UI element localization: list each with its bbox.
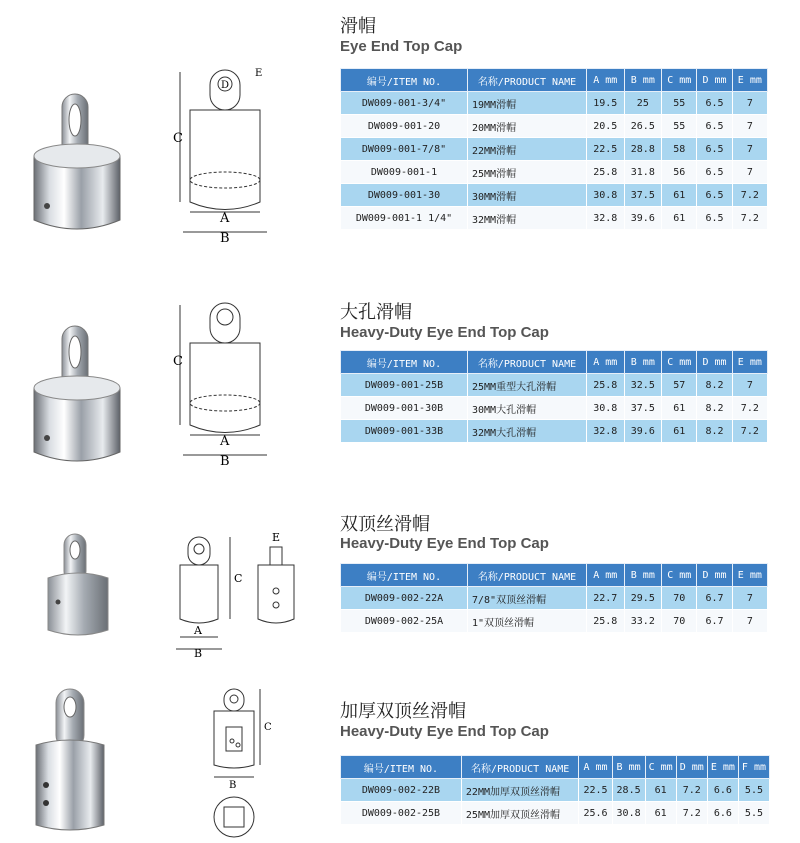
cell-a: 32.8 (587, 207, 625, 230)
cell-e: 7 (732, 161, 767, 184)
cell-e: 7 (732, 587, 767, 610)
cell-e: 7.2 (732, 184, 767, 207)
cell-name: 32MM大孔滑帽 (468, 420, 587, 443)
cell-c: 57 (662, 374, 697, 397)
table-row (341, 374, 768, 397)
cell-d: 8.2 (697, 397, 732, 420)
section-title-en: Heavy-Duty Eye End Top Cap (340, 324, 549, 341)
col-item: 编号/ITEM NO. (341, 564, 468, 587)
cell-d: 6.7 (697, 610, 732, 633)
cell-c: 61 (662, 397, 697, 420)
cell-c: 55 (662, 92, 697, 115)
cell-c: 58 (662, 138, 697, 161)
col-d: D mm (697, 69, 732, 92)
cell-name: 22MM加厚双顶丝滑帽 (461, 779, 579, 802)
cell-b: 31.8 (624, 161, 662, 184)
cell-d: 6.5 (697, 161, 732, 184)
table-header-row (341, 564, 768, 587)
cell-c: 61 (662, 184, 697, 207)
technical-drawing (165, 62, 285, 247)
col-a: A mm (587, 351, 625, 374)
cell-a: 25.8 (587, 610, 625, 633)
section-heavy-duty-eye-end-top-cap (0, 290, 800, 480)
col-d: D mm (676, 756, 707, 779)
cell-d: 8.2 (697, 420, 732, 443)
cell-e: 7.2 (732, 207, 767, 230)
col-e: E mm (732, 351, 767, 374)
table-row (341, 161, 768, 184)
cell-c: 70 (662, 610, 697, 633)
cell-a: 22.5 (579, 779, 612, 802)
table-row (341, 92, 768, 115)
cell-b: 28.5 (612, 779, 645, 802)
cell-a: 25.6 (579, 802, 612, 825)
dim-label-a: A (194, 624, 202, 637)
cell-e: 6.6 (707, 779, 738, 802)
col-b: B mm (624, 564, 662, 587)
cell-d: 8.2 (697, 374, 732, 397)
dim-label-c: C (264, 722, 272, 733)
cell-e: 7 (732, 374, 767, 397)
col-a: A mm (587, 564, 625, 587)
cell-b: 37.5 (624, 184, 662, 207)
cell-d: 6.5 (697, 92, 732, 115)
cell-name: 30MM滑帽 (468, 184, 587, 207)
col-a: A mm (587, 69, 625, 92)
dim-label-d: D (221, 80, 230, 91)
dim-label-b: B (220, 231, 230, 246)
section-title-cn: 双顶丝滑帽 (340, 514, 430, 535)
cell-a: 25.8 (587, 374, 625, 397)
dim-label-c: C (173, 131, 183, 146)
cell-c: 61 (662, 207, 697, 230)
cell-b: 28.8 (624, 138, 662, 161)
cell-d: 7.2 (676, 779, 707, 802)
cell-a: 20.5 (587, 115, 625, 138)
cell-a: 30.8 (587, 184, 625, 207)
col-name: 名称/PRODUCT NAME (468, 351, 587, 374)
cell-name: 30MM大孔滑帽 (468, 397, 587, 420)
section-thick-double-screw-top-cap (0, 685, 800, 843)
cell-e: 6.6 (707, 802, 738, 825)
cell-item: DW009-001-30B (341, 397, 468, 420)
dim-label-e: E (272, 531, 281, 544)
cell-e: 7.2 (732, 397, 767, 420)
cell-d: 6.5 (697, 184, 732, 207)
col-name: 名称/PRODUCT NAME (468, 564, 587, 587)
cell-c: 61 (645, 779, 676, 802)
table-header-row (341, 69, 768, 92)
col-a: A mm (579, 756, 612, 779)
dim-label-e: E (255, 68, 263, 79)
cell-name: 25MM重型大孔滑帽 (468, 374, 587, 397)
cell-item: DW009-001-1 (341, 161, 468, 184)
cell-name: 22MM滑帽 (468, 138, 587, 161)
cell-item: DW009-001-7/8" (341, 138, 468, 161)
cell-item: DW009-002-22B (341, 779, 462, 802)
product-photo (22, 320, 132, 470)
table-row (341, 779, 770, 802)
cell-c: 55 (662, 115, 697, 138)
cell-e: 7 (732, 610, 767, 633)
cell-a: 30.8 (587, 397, 625, 420)
section-title-cn: 滑帽 (340, 16, 376, 37)
cell-b: 30.8 (612, 802, 645, 825)
cell-e: 7 (732, 92, 767, 115)
cell-b: 26.5 (624, 115, 662, 138)
cell-a: 32.8 (587, 420, 625, 443)
cell-a: 25.8 (587, 161, 625, 184)
cell-name: 20MM滑帽 (468, 115, 587, 138)
cell-name: 25MM滑帽 (468, 161, 587, 184)
dim-label-b: B (194, 647, 203, 657)
table-row (341, 587, 768, 610)
col-item: 编号/ITEM NO. (341, 351, 468, 374)
cell-b: 32.5 (624, 374, 662, 397)
table-row (341, 115, 768, 138)
product-photo (28, 685, 113, 835)
section-title-cn: 加厚双顶丝滑帽 (340, 701, 466, 722)
cell-f: 5.5 (738, 779, 769, 802)
technical-drawing (172, 527, 302, 657)
col-c: C mm (645, 756, 676, 779)
cell-item: DW009-002-25B (341, 802, 462, 825)
section-title-en: Eye End Top Cap (340, 38, 463, 55)
technical-drawing (200, 685, 280, 840)
dim-label-b: B (229, 780, 237, 791)
col-b: B mm (612, 756, 645, 779)
cell-name: 1"双顶丝滑帽 (468, 610, 587, 633)
col-e: E mm (707, 756, 738, 779)
cell-item: DW009-001-30 (341, 184, 468, 207)
table-row (341, 610, 768, 633)
table-header-row (341, 756, 770, 779)
cell-name: 7/8"双顶丝滑帽 (468, 587, 587, 610)
section-title-cn: 大孔滑帽 (340, 302, 412, 323)
product-photo (22, 88, 132, 238)
cell-a: 22.5 (587, 138, 625, 161)
technical-drawing (165, 295, 285, 470)
cell-item: DW009-001-33B (341, 420, 468, 443)
cell-c: 56 (662, 161, 697, 184)
table-header-row (341, 351, 768, 374)
col-item: 编号/ITEM NO. (341, 756, 462, 779)
cell-b: 25 (624, 92, 662, 115)
cell-a: 19.5 (587, 92, 625, 115)
dim-label-a: A (220, 211, 230, 226)
cell-e: 7 (732, 115, 767, 138)
cell-f: 5.5 (738, 802, 769, 825)
cell-item: DW009-001-25B (341, 374, 468, 397)
table-row (341, 207, 768, 230)
col-e: E mm (732, 564, 767, 587)
cell-d: 6.5 (697, 138, 732, 161)
dim-label-b: B (220, 454, 230, 469)
cell-item: DW009-001-3/4" (341, 92, 468, 115)
col-name: 名称/PRODUCT NAME (461, 756, 579, 779)
cell-b: 37.5 (624, 397, 662, 420)
cell-b: 33.2 (624, 610, 662, 633)
cell-e: 7 (732, 138, 767, 161)
cell-b: 39.6 (624, 420, 662, 443)
cell-d: 6.5 (697, 207, 732, 230)
cell-e: 7.2 (732, 420, 767, 443)
col-d: D mm (697, 351, 732, 374)
table-row (341, 420, 768, 443)
col-c: C mm (662, 564, 697, 587)
section-double-screw-top-cap (0, 505, 800, 670)
spec-table (340, 350, 768, 443)
section-title-en: Heavy-Duty Eye End Top Cap (340, 535, 549, 552)
col-c: C mm (662, 69, 697, 92)
col-c: C mm (662, 351, 697, 374)
cell-d: 6.7 (697, 587, 732, 610)
cell-name: 32MM滑帽 (468, 207, 587, 230)
cell-a: 22.7 (587, 587, 625, 610)
cell-item: DW009-001-20 (341, 115, 468, 138)
table-row (341, 138, 768, 161)
col-f: F mm (738, 756, 769, 779)
col-item: 编号/ITEM NO. (341, 69, 468, 92)
cell-c: 61 (662, 420, 697, 443)
cell-c: 70 (662, 587, 697, 610)
col-b: B mm (624, 69, 662, 92)
cell-name: 19MM滑帽 (468, 92, 587, 115)
cell-name: 25MM加厚双顶丝滑帽 (461, 802, 579, 825)
product-photo (38, 530, 118, 640)
col-b: B mm (624, 351, 662, 374)
cell-item: DW009-002-22A (341, 587, 468, 610)
dim-label-c: C (173, 354, 183, 369)
cell-d: 7.2 (676, 802, 707, 825)
table-row (341, 184, 768, 207)
table-row (341, 802, 770, 825)
dim-label-a: A (220, 434, 230, 449)
cell-b: 29.5 (624, 587, 662, 610)
dim-label-c: C (234, 572, 243, 585)
col-e: E mm (732, 69, 767, 92)
spec-table (340, 68, 768, 230)
cell-b: 39.6 (624, 207, 662, 230)
cell-item: DW009-002-25A (341, 610, 468, 633)
cell-c: 61 (645, 802, 676, 825)
spec-table (340, 755, 770, 825)
spec-table (340, 563, 768, 633)
section-eye-end-top-cap (0, 0, 800, 260)
col-d: D mm (697, 564, 732, 587)
table-row (341, 397, 768, 420)
col-name: 名称/PRODUCT NAME (468, 69, 587, 92)
cell-d: 6.5 (697, 115, 732, 138)
section-title-en: Heavy-Duty Eye End Top Cap (340, 723, 549, 740)
cell-item: DW009-001-1 1/4" (341, 207, 468, 230)
